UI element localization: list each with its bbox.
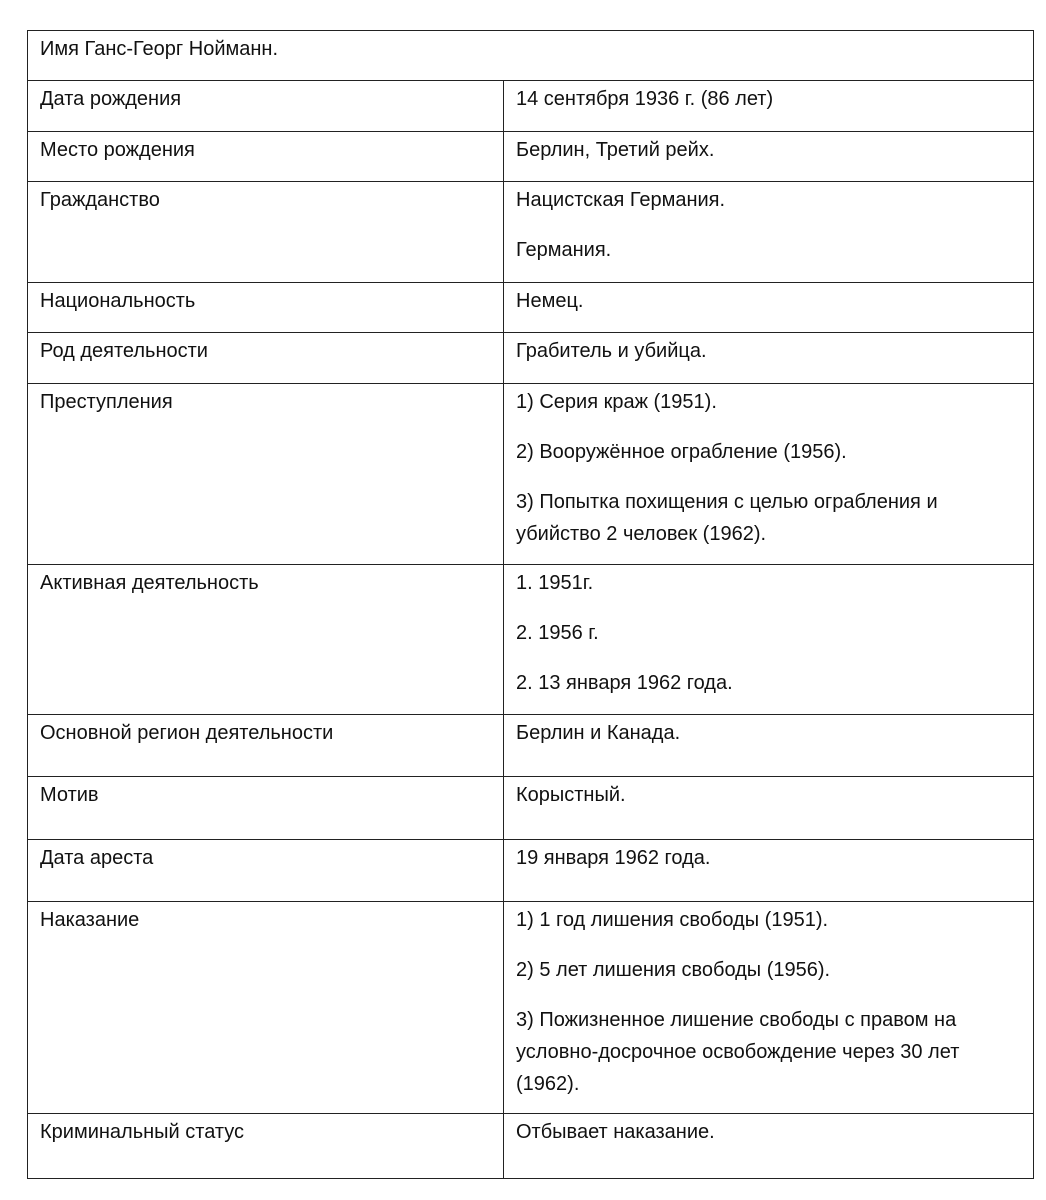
row-value: 2) 5 лет лишения свободы (1956). xyxy=(516,959,831,981)
row-label-cell xyxy=(28,777,504,840)
row-value-cell xyxy=(504,715,1034,777)
name-row xyxy=(28,31,1034,81)
row-value-cell xyxy=(504,132,1034,182)
name-text: Имя Ганс-Георг Нойманн. xyxy=(40,38,279,60)
table-row xyxy=(28,902,1034,1114)
row-value-cell xyxy=(504,333,1034,384)
table-row xyxy=(28,81,1034,132)
row-value: 2) Вооружённое ограбление (1956). xyxy=(516,441,847,463)
row-label: Дата ареста xyxy=(40,847,154,869)
table-row xyxy=(28,132,1034,182)
row-label-cell xyxy=(28,132,504,182)
row-value: Германия. xyxy=(516,239,612,261)
row-value: Немец. xyxy=(516,290,584,312)
table-row xyxy=(28,283,1034,333)
table-row xyxy=(28,333,1034,384)
row-label: Дата рождения xyxy=(40,88,182,110)
table-row xyxy=(28,384,1034,565)
row-value: Отбывает наказание. xyxy=(516,1121,715,1143)
row-value-cell xyxy=(504,1114,1034,1179)
row-value: 2. 13 января 1962 года. xyxy=(516,672,733,694)
row-value-cell xyxy=(504,565,1034,715)
row-label: Гражданство xyxy=(40,189,160,211)
row-value-cell xyxy=(504,840,1034,902)
row-value-cell xyxy=(504,902,1034,1114)
row-label: Активная деятельность xyxy=(40,572,259,594)
row-value-cell xyxy=(504,384,1034,565)
row-label-cell xyxy=(28,384,504,565)
row-label-cell xyxy=(28,333,504,384)
row-label-cell xyxy=(28,81,504,132)
row-value: 1) Серия краж (1951). xyxy=(516,391,717,413)
row-label: Место рождения xyxy=(40,139,195,161)
row-label-cell xyxy=(28,283,504,333)
row-label: Основной регион деятельности xyxy=(40,722,334,744)
row-label: Род деятельности xyxy=(40,340,208,362)
row-value: 1) 1 год лишения свободы (1951). xyxy=(516,909,829,931)
table-row xyxy=(28,1114,1034,1179)
row-value-cell xyxy=(504,283,1034,333)
biography-table xyxy=(27,30,1034,1179)
row-value: 14 сентября 1936 г. (86 лет) xyxy=(516,88,774,110)
row-label: Наказание xyxy=(40,909,140,931)
row-label: Преступления xyxy=(40,391,173,413)
row-label-cell xyxy=(28,715,504,777)
row-value: Берлин и Канада. xyxy=(516,722,681,744)
table-row xyxy=(28,182,1034,283)
row-label-cell xyxy=(28,565,504,715)
row-value: 3) Попытка похищения с целью ограбления и убийство 2 человек (1962). xyxy=(516,491,938,545)
row-value: 19 января 1962 года. xyxy=(516,847,711,869)
row-value-cell xyxy=(504,81,1034,132)
row-label-cell xyxy=(28,902,504,1114)
row-label: Национальность xyxy=(40,290,196,312)
table-row xyxy=(28,565,1034,715)
row-label: Криминальный статус xyxy=(40,1121,245,1143)
row-value: 1. 1951г. xyxy=(516,572,594,594)
row-value-cell xyxy=(504,777,1034,840)
row-value: Берлин, Третий рейх. xyxy=(516,139,715,161)
row-label-cell xyxy=(28,840,504,902)
row-value: Корыстный. xyxy=(516,784,626,806)
table-row xyxy=(28,777,1034,840)
row-label-cell xyxy=(28,1114,504,1179)
row-label-cell xyxy=(28,182,504,283)
row-value: Нацистская Германия. xyxy=(516,189,726,211)
row-label: Мотив xyxy=(40,784,99,806)
row-value: 2. 1956 г. xyxy=(516,622,599,644)
document-page xyxy=(27,30,1033,1178)
row-value: 3) Пожизненное лишение свободы с правом на условно-досрочное освобождение через 30 лет (1962). xyxy=(516,1009,960,1095)
table-row xyxy=(28,840,1034,902)
name-cell xyxy=(28,31,1034,81)
row-value: Грабитель и убийца. xyxy=(516,340,707,362)
row-value-cell xyxy=(504,182,1034,283)
table-row xyxy=(28,715,1034,777)
